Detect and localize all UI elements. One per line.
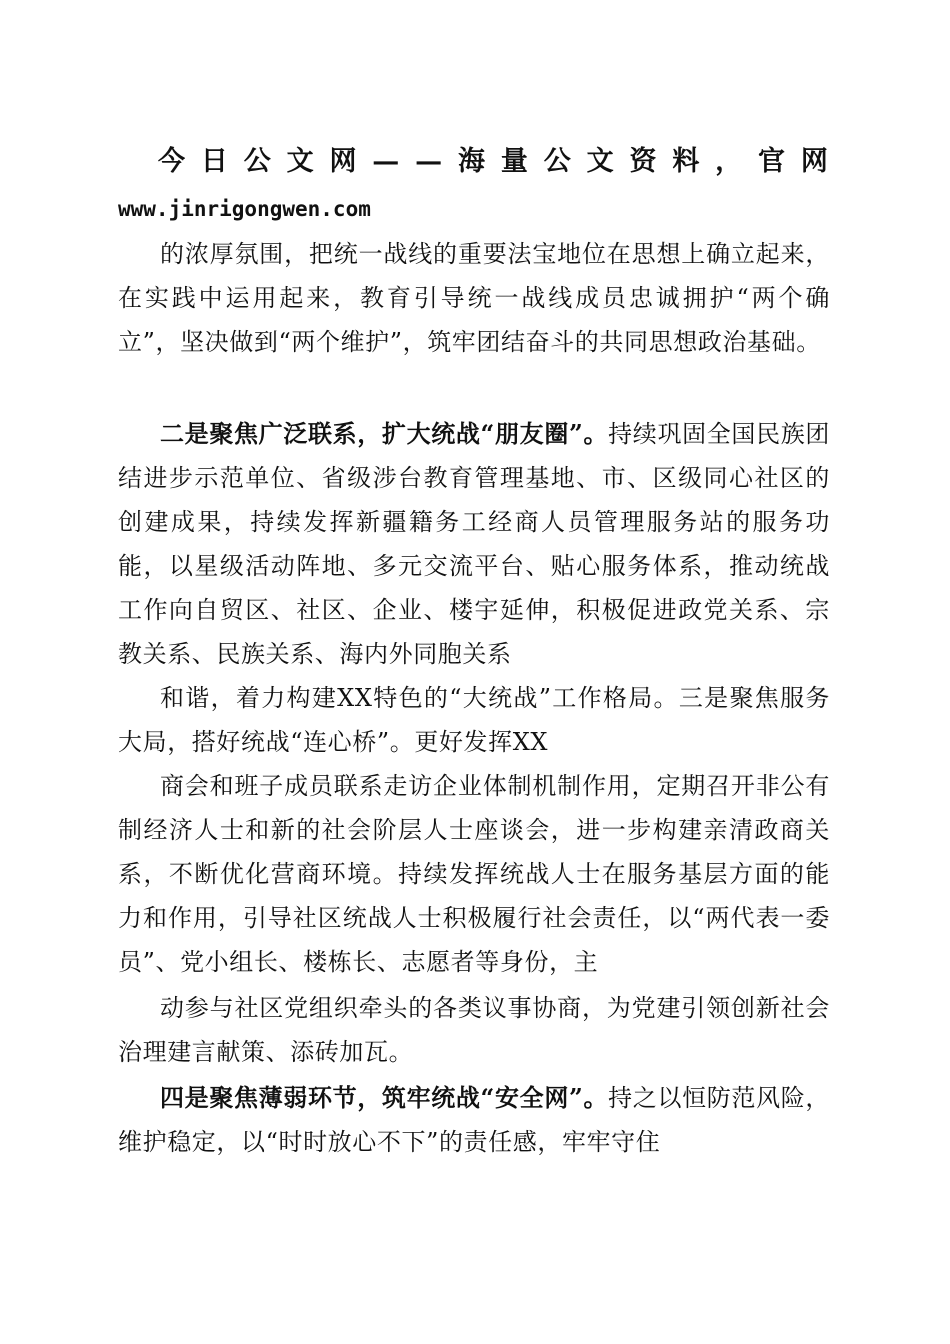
title-char: 公: [543, 146, 571, 177]
title-char: 网: [329, 146, 357, 177]
paragraph-6: [118, 1076, 830, 1164]
title-char: —: [372, 146, 400, 177]
paragraph-5: [118, 986, 830, 1074]
paragraph-text: 持续巩固全国民族团结进步示范单位、省级涉台教育管理基地、市、区级同心社区的创建成果，持续发挥新疆籍务工经商人员管理服务站的服务功能，以星级活动阵地、多元交流平台、贴心服务体系，推动统战工作向自贸区、社区、企业、楼宇延伸，积极促进政党关系、宗教关系、民族关系、海内外同胞关系: [118, 420, 830, 668]
paragraph-3: [118, 676, 830, 764]
title-char: 海: [458, 146, 486, 177]
paragraph-text: 持之以恒防范风险，维护稳定，以“时时放心不下”的责任感，牢牢守住: [118, 1084, 830, 1156]
paragraph-lead: 二是聚焦广泛联系，扩大统战“朋友圈”。: [160, 419, 609, 448]
title-char: 公: [243, 146, 271, 177]
paragraph-text: 动参与社区党组织牵头的各类议事协商，为党建引领创新社会治理建言献策、添砖加瓦。: [118, 994, 830, 1066]
paragraph-1: [118, 232, 830, 364]
title-char: 文: [586, 146, 614, 177]
title-char: 官: [758, 146, 786, 177]
paragraph-text: 和谐，着力构建XX特色的“大统战”工作格局。三是聚焦服务大局，搭好统战“连心桥”。更好发挥XX: [118, 684, 830, 756]
paragraph-2: [118, 412, 830, 676]
title-char: 文: [286, 146, 314, 177]
paragraph-text: 的浓厚氛围，把统一战线的重要法宝地位在思想上确立起来，在实践中运用起来，教育引导统一战线成员忠诚拥护“两个确立”，坚决做到“两个维护”，筑牢团结奋斗的共同思想政治基础。: [118, 240, 830, 356]
title-char: ，: [715, 146, 743, 177]
title-char: —: [415, 146, 443, 177]
paragraph-lead: 四是聚焦薄弱环节，筑牢统战“安全网”。: [160, 1083, 609, 1112]
header-url: www.jinrigongwen.com: [118, 197, 371, 221]
title-char: 料: [672, 146, 700, 177]
title-char: 量: [500, 146, 528, 177]
title-char: 资: [629, 146, 657, 177]
title-char: 今: [158, 146, 185, 177]
paragraph-4: [118, 764, 830, 984]
title-char: 网: [800, 146, 828, 177]
paragraph-text: 商会和班子成员联系走访企业体制机制作用，定期召开非公有制经济人士和新的社会阶层人士座谈会，进一步构建亲清政商关系，不断优化营商环境。持续发挥统战人士在服务基层方面的能力和作用，引导社区统战人士积极履行社会责任，以“两代表一委员”、党小组长、楼栋长、志愿者等身份，主: [118, 772, 830, 976]
header-title: [158, 142, 828, 182]
title-char: 日: [200, 146, 228, 177]
